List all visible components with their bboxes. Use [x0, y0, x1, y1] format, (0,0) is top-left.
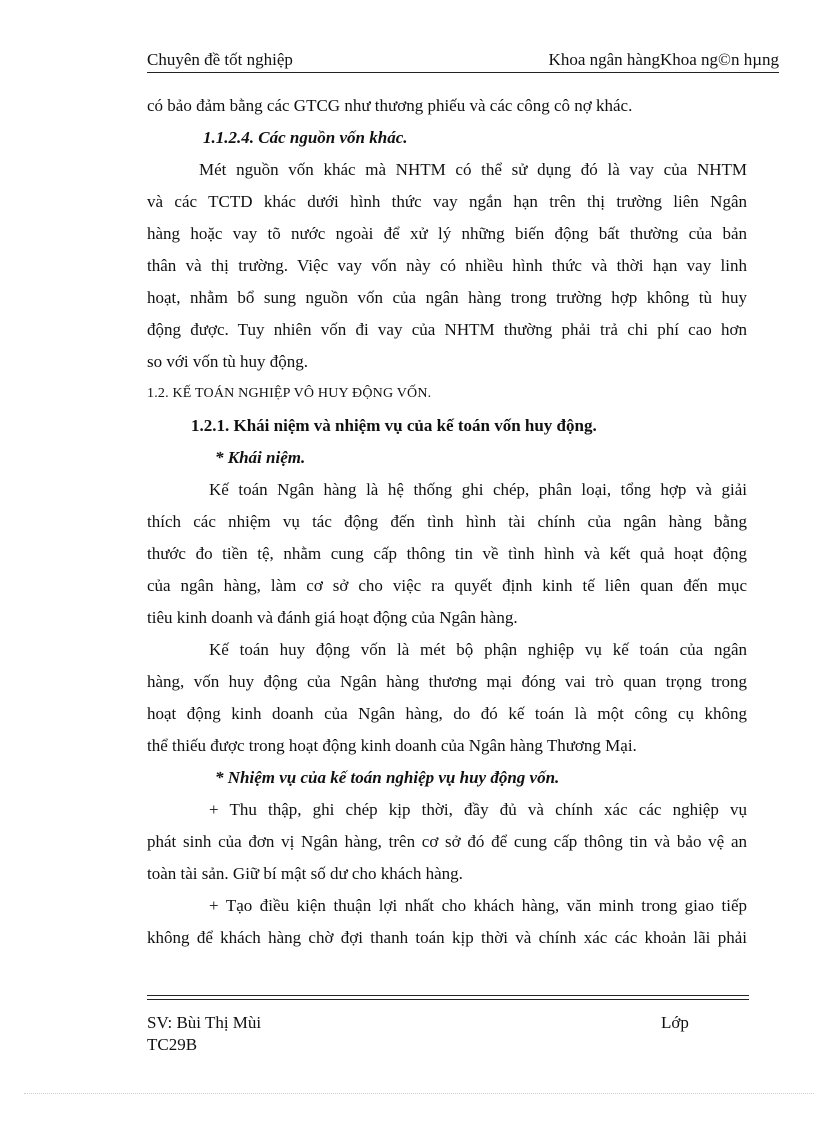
- header-title: Chuyên đề tốt nghiệp: [147, 50, 293, 69]
- student-name: SV: Bùi Thị Mùi: [147, 1013, 262, 1032]
- paragraph-line: và các TCTD khác dưới hình thức vay ngắn hạn trên thị trường liên Ngân: [147, 192, 747, 211]
- paragraph-line: không để khách hàng chờ đợi thanh toán kịp thời và chính xác các khoản lãi phải: [147, 928, 747, 947]
- paragraph-line: động được. Tuy nhiên vốn đi vay của NHTM thường phải trả chi phí cao hơn: [147, 320, 747, 339]
- paragraph-line: so với vốn tù huy động.: [147, 352, 309, 371]
- page-edge: [24, 1093, 814, 1094]
- paragraph-line: hoạt, nhằm bổ sung nguồn vốn của ngân hàng trong trường hợp không tù huy: [147, 288, 747, 307]
- document-body: [147, 90, 747, 954]
- paragraph-line: hoạt động kinh doanh của Ngân hàng, do đó kế toán là một công cụ không: [147, 704, 747, 723]
- footer-divider: [147, 995, 749, 1000]
- paragraph-line: Kế toán Ngân hàng là hệ thống ghi chép, phân loại, tổng hợp và giải: [209, 480, 747, 499]
- subsection-heading: 1.1.2.4. Các nguồn vốn khác.: [203, 128, 408, 147]
- section-heading: 1.2. KẾ TOÁN NGHIỆP VÔ HUY ĐỘNG VỐN.: [147, 386, 432, 401]
- tasks-heading: * Nhiệm vụ của kế toán nghiệp vụ huy động vốn.: [215, 768, 560, 787]
- paragraph-line: hàng hoặc vay tõ nước ngoài để xử lý những biến động bất thường của bản: [147, 224, 747, 243]
- footer-class-label: Lớp: [661, 1013, 689, 1032]
- paragraph-line: phát sinh của đơn vị Ngân hàng, trên cơ sở đó để cung cấp thông tin và bảo vệ an: [147, 832, 747, 851]
- header-department: Khoa ngân hàngKhoa ng©n hµng: [548, 50, 779, 69]
- paragraph-line: + Tạo điều kiện thuận lợi nhất cho khách hàng, văn minh trong giao tiếp: [209, 896, 747, 915]
- paragraph-line: có bảo đảm bằng các GTCG như thương phiếu và các công cô nợ khác.: [147, 96, 633, 115]
- paragraph-line: thể thiếu được trong hoạt động kinh doanh của Ngân hàng Thương Mại.: [147, 736, 637, 755]
- paragraph-line: tiêu kinh doanh và đánh giá hoạt động của Ngân hàng.: [147, 608, 518, 627]
- subsection-heading: 1.2.1. Khái niệm và nhiệm vụ của kế toán vốn huy động.: [191, 416, 597, 435]
- paragraph-line: của ngân hàng, làm cơ sở cho việc ra quyết định kinh tế liên quan đến mục: [147, 576, 747, 595]
- paragraph-line: hàng, vốn huy động của Ngân hàng thương mại đóng vai trò quan trọng trong: [147, 672, 747, 691]
- footer-student: [147, 1012, 261, 1056]
- definition-heading: * Khái niệm.: [215, 448, 306, 467]
- paragraph-line: + Thu thập, ghi chép kịp thời, đầy đủ và chính xác các nghiệp vụ: [209, 800, 747, 819]
- paragraph-line: toàn tài sản. Giữ bí mật số dư cho khách hàng.: [147, 864, 463, 883]
- paragraph-line: thích các nhiệm vụ tác động đến tình hình tài chính của ngân hàng bằng: [147, 512, 747, 531]
- paragraph-line: Mét nguồn vốn khác mà NHTM có thể sử dụng đó là vay của NHTM: [199, 160, 747, 179]
- paragraph-line: thân và thị trường. Việc vay vốn này có nhiều hình thức và thời hạn vay linh: [147, 256, 747, 275]
- class-code: TC29B: [147, 1035, 198, 1054]
- paragraph-line: thước đo tiền tệ, nhằm cung cấp thông tin về tình hình và kết quả hoạt động: [147, 544, 747, 563]
- page-header: [147, 48, 779, 73]
- paragraph-line: Kế toán huy động vốn là mét bộ phận nghiệp vụ kế toán của ngân: [209, 640, 747, 659]
